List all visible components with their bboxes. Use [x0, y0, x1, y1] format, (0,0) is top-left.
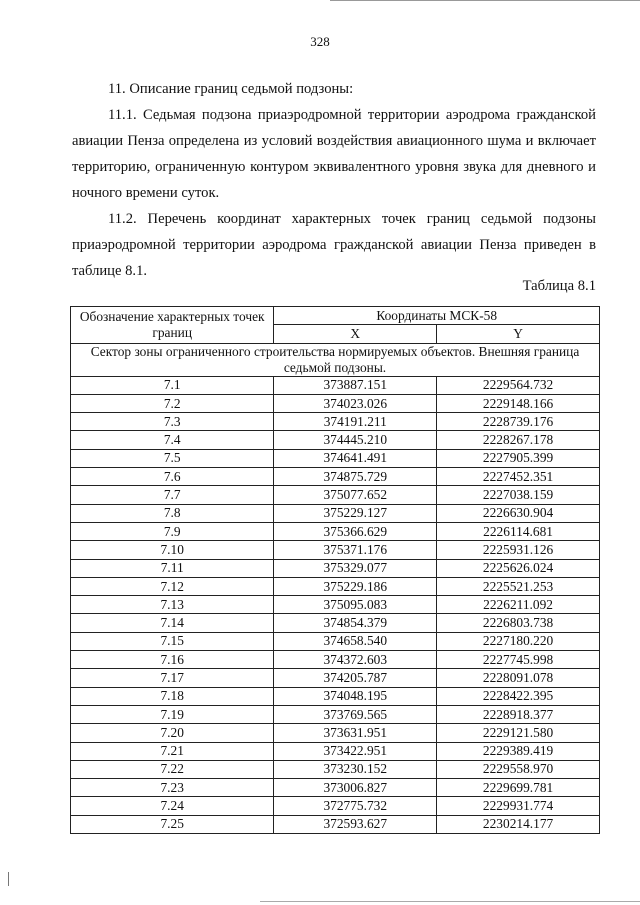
- cell-point-id: 7.20: [71, 724, 274, 742]
- table-row: [71, 394, 600, 412]
- scan-mark: [8, 872, 9, 886]
- cell-y: 2229558.970: [437, 760, 600, 778]
- table-row: [71, 705, 600, 723]
- cell-point-id: 7.6: [71, 468, 274, 486]
- cell-x: 373422.951: [274, 742, 437, 760]
- cell-x: 375371.176: [274, 541, 437, 559]
- cell-y: 2227180.220: [437, 632, 600, 650]
- paragraph-11-2: 11.2. Перечень координат характерных точек границ седьмой подзоны приаэродромной территории аэродрома гражданской авиации Пенза приведен в таблице 8.1.: [72, 211, 596, 279]
- table-row: [71, 413, 600, 431]
- cell-point-id: 7.1: [71, 376, 274, 394]
- cell-x: 374658.540: [274, 632, 437, 650]
- cell-x: 375077.652: [274, 486, 437, 504]
- cell-y: 2229699.781: [437, 779, 600, 797]
- cell-y: 2229148.166: [437, 394, 600, 412]
- cell-x: 372593.627: [274, 815, 437, 833]
- cell-y: 2228739.176: [437, 413, 600, 431]
- cell-y: 2226803.738: [437, 614, 600, 632]
- table-row: [71, 559, 600, 577]
- scan-edge-top: [330, 0, 640, 1]
- cell-x: 375095.083: [274, 596, 437, 614]
- cell-point-id: 7.12: [71, 577, 274, 595]
- cell-point-id: 7.4: [71, 431, 274, 449]
- section-heading: 11. Описание границ седьмой подзоны:: [108, 81, 354, 97]
- cell-x: 374854.379: [274, 614, 437, 632]
- table-row: [71, 468, 600, 486]
- cell-point-id: 7.3: [71, 413, 274, 431]
- cell-point-id: 7.7: [71, 486, 274, 504]
- cell-x: 374445.210: [274, 431, 437, 449]
- cell-y: 2228267.178: [437, 431, 600, 449]
- cell-point-id: 7.14: [71, 614, 274, 632]
- cell-x: 375229.186: [274, 577, 437, 595]
- header-coordinates: Координаты МСК-58: [274, 307, 600, 325]
- cell-point-id: 7.9: [71, 522, 274, 540]
- cell-point-id: 7.15: [71, 632, 274, 650]
- coordinates-table: [70, 306, 600, 834]
- table-row: [71, 541, 600, 559]
- sector-title: Сектор зоны ограниченного строительства нормируемых объектов. Внешняя граница седьмой подзоны.: [71, 343, 600, 376]
- table-row: [71, 522, 600, 540]
- cell-point-id: 7.16: [71, 651, 274, 669]
- cell-point-id: 7.18: [71, 687, 274, 705]
- cell-y: 2227038.159: [437, 486, 600, 504]
- page-number: 328: [310, 34, 330, 49]
- cell-point-id: 7.8: [71, 504, 274, 522]
- table-row: [71, 742, 600, 760]
- cell-y: 2227905.399: [437, 449, 600, 467]
- cell-y: 2229389.419: [437, 742, 600, 760]
- cell-point-id: 7.22: [71, 760, 274, 778]
- cell-x: 375229.127: [274, 504, 437, 522]
- table-row: [71, 779, 600, 797]
- cell-x: 373006.827: [274, 779, 437, 797]
- cell-y: 2228918.377: [437, 705, 600, 723]
- cell-x: 373769.565: [274, 705, 437, 723]
- cell-x: 375366.629: [274, 522, 437, 540]
- cell-point-id: 7.13: [71, 596, 274, 614]
- cell-point-id: 7.23: [71, 779, 274, 797]
- table-row: [71, 449, 600, 467]
- cell-x: 372775.732: [274, 797, 437, 815]
- table-row: [71, 687, 600, 705]
- cell-point-id: 7.21: [71, 742, 274, 760]
- cell-y: 2225931.126: [437, 541, 600, 559]
- cell-y: 2228422.395: [437, 687, 600, 705]
- table-row: [71, 504, 600, 522]
- cell-x: 373230.152: [274, 760, 437, 778]
- table-row: [71, 614, 600, 632]
- cell-y: 2226114.681: [437, 522, 600, 540]
- cell-point-id: 7.5: [71, 449, 274, 467]
- cell-point-id: 7.2: [71, 394, 274, 412]
- cell-point-id: 7.19: [71, 705, 274, 723]
- cell-x: 374875.729: [274, 468, 437, 486]
- cell-x: 374191.211: [274, 413, 437, 431]
- cell-point-id: 7.25: [71, 815, 274, 833]
- cell-point-id: 7.24: [71, 797, 274, 815]
- table-row: [71, 651, 600, 669]
- cell-x: 374023.026: [274, 394, 437, 412]
- table-caption: Таблица 8.1: [522, 278, 596, 294]
- header-y: Y: [437, 325, 600, 343]
- paragraph-11-1: 11.1. Седьмая подзона приаэродромной территории аэродрома гражданской авиации Пенза определена из условий воздействия авиационного шума и включает территорию, ограниченную контуром эквивалентного уровня звука для дневного и ночного времени суток.: [72, 107, 596, 201]
- table-row: [71, 596, 600, 614]
- cell-x: 375329.077: [274, 559, 437, 577]
- table-row: [71, 431, 600, 449]
- cell-y: 2230214.177: [437, 815, 600, 833]
- table-row: [71, 797, 600, 815]
- header-point-designation: Обозначение характерных точек границ: [71, 307, 274, 344]
- cell-y: 2225521.253: [437, 577, 600, 595]
- cell-x: 373631.951: [274, 724, 437, 742]
- cell-x: 374641.491: [274, 449, 437, 467]
- cell-point-id: 7.10: [71, 541, 274, 559]
- table-row: [71, 760, 600, 778]
- table-row: [71, 577, 600, 595]
- cell-y: 2226630.904: [437, 504, 600, 522]
- cell-x: 373887.151: [274, 376, 437, 394]
- cell-y: 2225626.024: [437, 559, 600, 577]
- cell-x: 374048.195: [274, 687, 437, 705]
- cell-point-id: 7.11: [71, 559, 274, 577]
- cell-y: 2226211.092: [437, 596, 600, 614]
- cell-y: 2229564.732: [437, 376, 600, 394]
- scan-edge-bottom: [260, 901, 640, 902]
- cell-y: 2227745.998: [437, 651, 600, 669]
- table-row: [71, 815, 600, 833]
- cell-x: 374372.603: [274, 651, 437, 669]
- cell-point-id: 7.17: [71, 669, 274, 687]
- cell-y: 2229121.580: [437, 724, 600, 742]
- cell-y: 2229931.774: [437, 797, 600, 815]
- cell-x: 374205.787: [274, 669, 437, 687]
- header-x: X: [274, 325, 437, 343]
- cell-y: 2227452.351: [437, 468, 600, 486]
- table-row: [71, 724, 600, 742]
- cell-y: 2228091.078: [437, 669, 600, 687]
- table-row: [71, 376, 600, 394]
- table-row: [71, 632, 600, 650]
- table-row: [71, 486, 600, 504]
- table-row: [71, 669, 600, 687]
